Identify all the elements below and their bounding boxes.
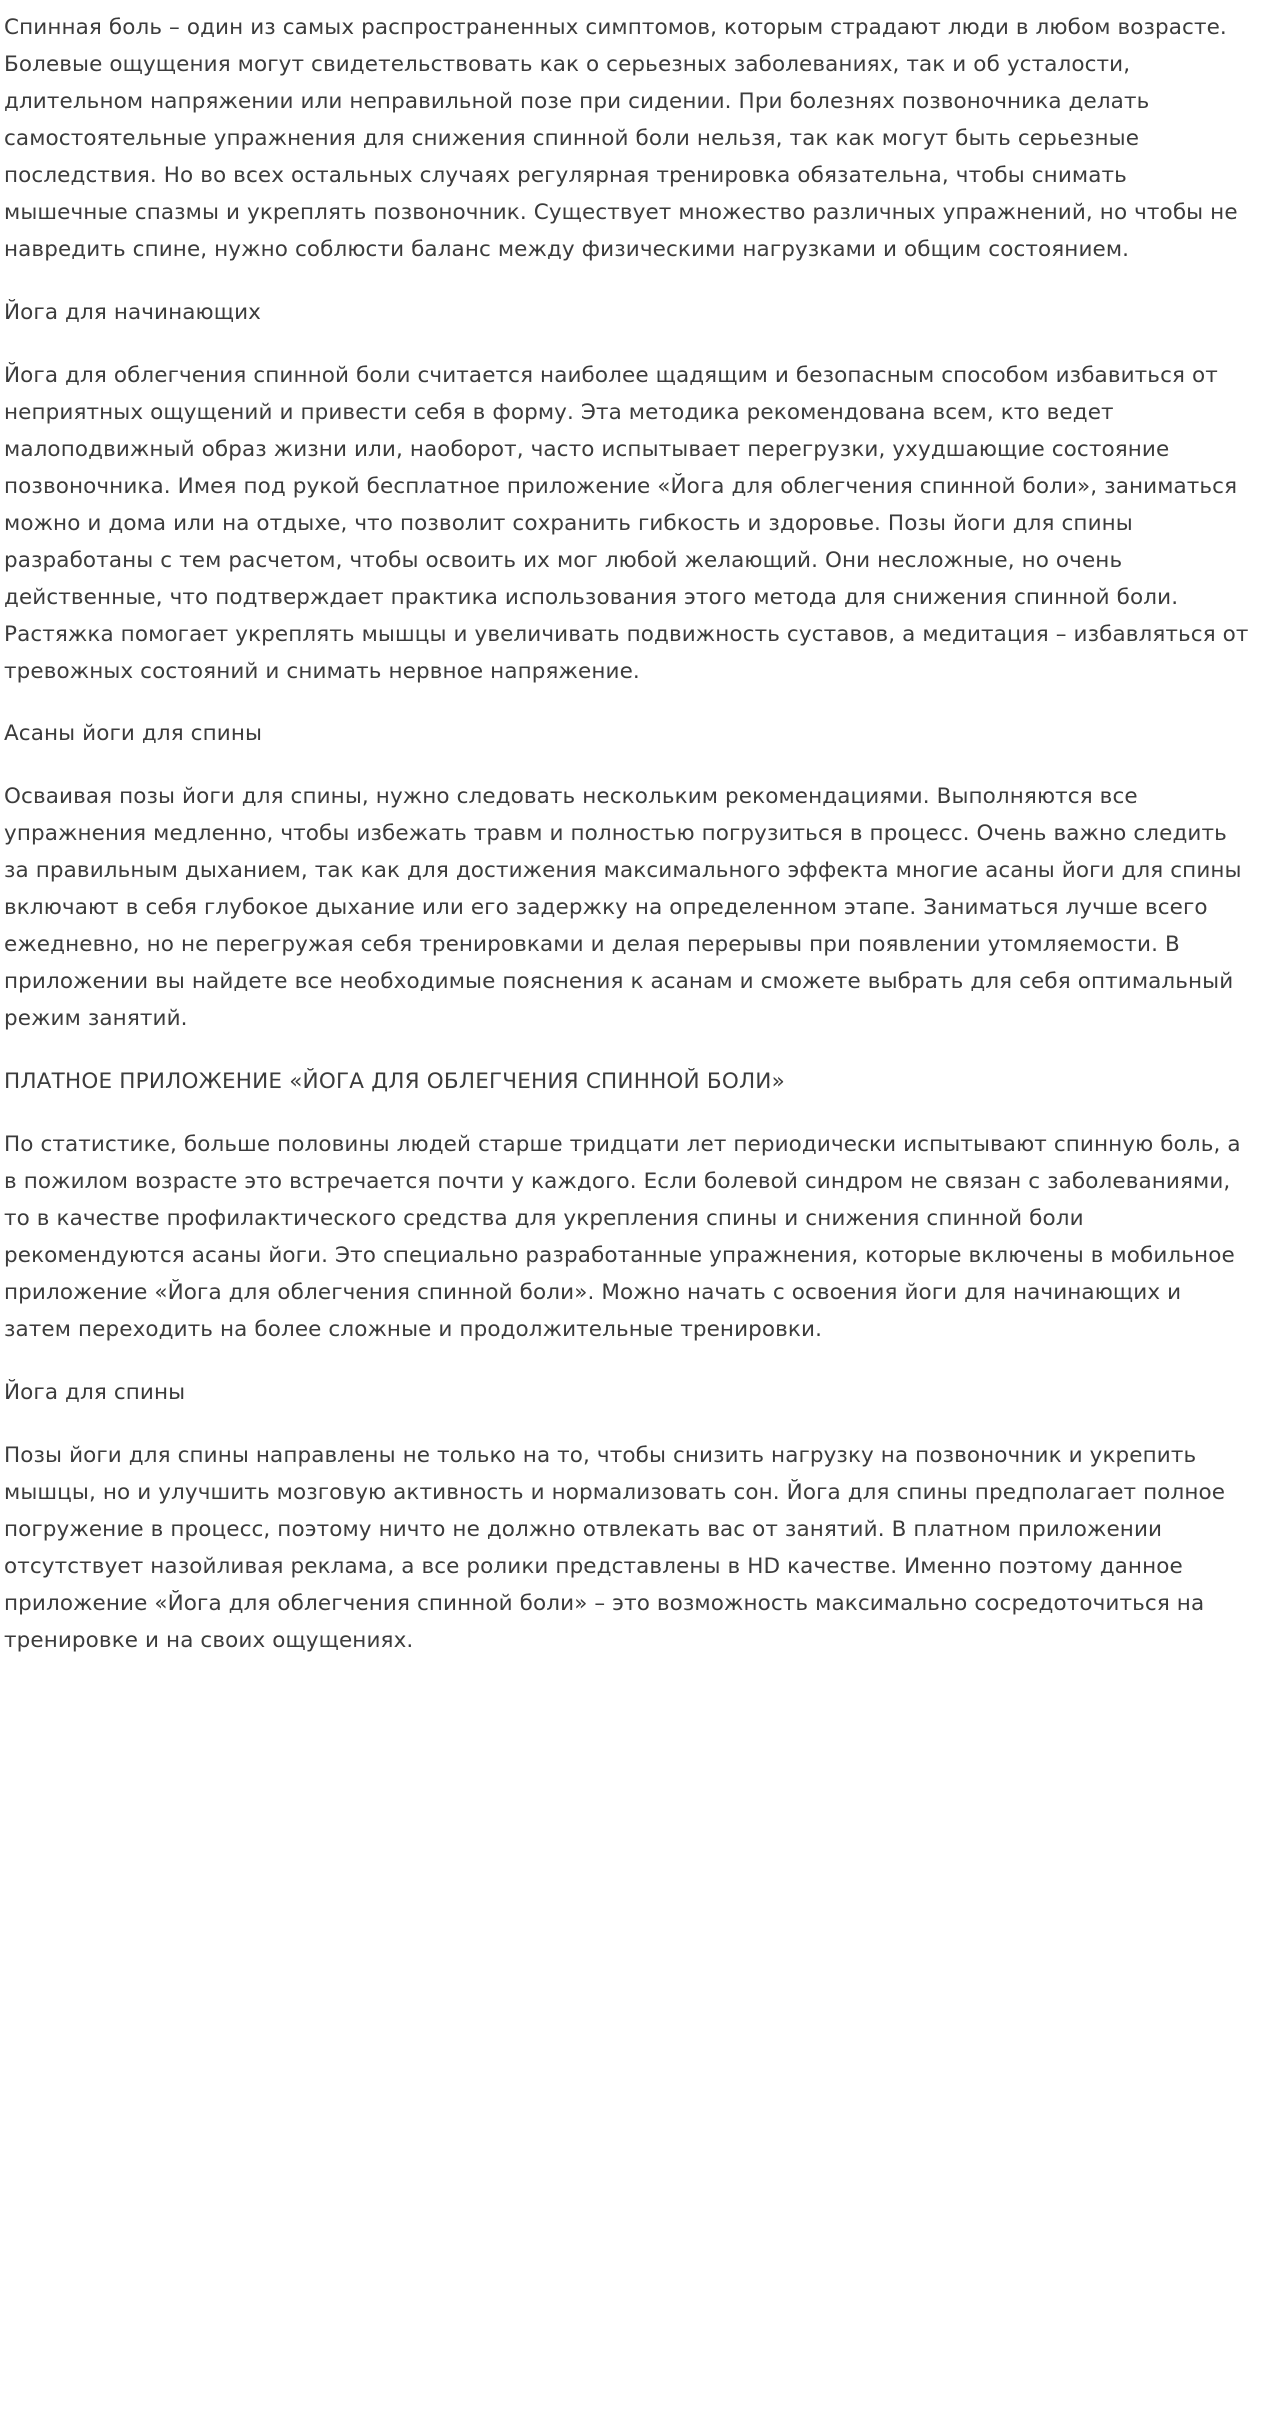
paragraph-statistics: По статистике, больше половины людей старше тридцати лет периодически испытывают спинную боль, а в пожилом возрасте это встречается почти у каждого. Если болевой синдром не связан с заболеваниями, то в качестве профилактического средства для укрепления спины и снижения спинной боли рекомендуются асаны йоги. Это специально разработанные упражнения, которые включены в мобильное приложение «Йога для облегчения спинной боли». Можно начать с освоения йоги для начинающих и затем переходить на более сложные и продолжительные тренировки.: [4, 1132, 1241, 1343]
section-title-paid-app: ПЛАТНОЕ ПРИЛОЖЕНИЕ «ЙОГА ДЛЯ ОБЛЕГЧЕНИЯ СПИННОЙ БОЛИ»: [4, 1069, 785, 1095]
intro-paragraph: Спинная боль – один из самых распространенных симптомов, которым страдают люди в любом возрасте. Болевые ощущения могут свидетельствовать как о серьезных заболеваниях, так и об усталости, длительном напряжении или неправильной позе при сидении. При болезнях позвоночника делать самостоятельные упражнения для снижения спинной боли нельзя, так как могут быть серьезные последствия. Но во всех остальных случаях регулярная тренировка обязательна, чтобы снимать мышечные спазмы и укреплять позвоночник. Существует множество различных упражнений, но чтобы не навредить спине, нужно соблюсти баланс между физическими нагрузками и общим состоянием.: [4, 15, 1238, 262]
paragraph-asanas: Осваивая позы йоги для спины, нужно следовать нескольким рекомендациями. Выполняются все упражнения медленно, чтобы избежать травм и полностью погрузиться в процесс. Очень важно следить за правильным дыханием, так как для достижения максимального эффекта многие асаны йоги для спины включают в себя глубокое дыхание или его задержку на определенном этапе. Заниматься лучше всего ежедневно, но не перегружая себя тренировками и делая перерывы при появлении утомляемости. В приложении вы найдете все необходимые пояснения к асанам и сможете выбрать для себя оптимальный режим занятий.: [4, 784, 1242, 1032]
subheading-asanas: Асаны йоги для спины: [4, 721, 263, 747]
paragraph-yoga-back: Позы йоги для спины направлены не только на то, чтобы снизить нагрузку на позвоночник и укрепить мышцы, но и улучшить мозговую активность и нормализовать сон. Йога для спины предполагает полное погружение в процесс, поэтому ничто не должно отвлекать вас от занятий. В платном приложении отсутствует назойливая реклама, а все ролики представлены в HD качестве. Именно поэтому данное приложение «Йога для облегчения спинной боли» – это возможность максимально сосредоточиться на тренировке и на своих ощущениях.: [4, 1442, 1226, 1653]
paragraph-yoga-beginners: Йога для облегчения спинной боли считается наиболее щадящим и безопасным способом избавиться от неприятных ощущений и привести себя в форму. Эта методика рекомендована всем, кто ведет малоподвижный образ жизни или, наоборот, часто испытывает перегрузки, ухудшающие состояние позвоночника. Имея под рукой бесплатное приложение «Йога для облегчения спинной боли», заниматься можно и дома или на отдыхе, что позволит сохранить гибкость и здоровье. Позы йоги для спины разработаны с тем расчетом, чтобы освоить их мог любой желающий. Они несложные, но очень действенные, что подтверждает практика использования этого метода для снижения спинной боли. Растяжка помогает укреплять мышцы и увеличивать подвижность суставов, а медитация – избавляться от тревожных состояний и снимать нервное напряжение.: [4, 362, 1249, 684]
subheading-yoga-beginners: Йога для начинающих: [4, 299, 262, 325]
subheading-yoga-back: Йога для спины: [4, 1380, 186, 1405]
